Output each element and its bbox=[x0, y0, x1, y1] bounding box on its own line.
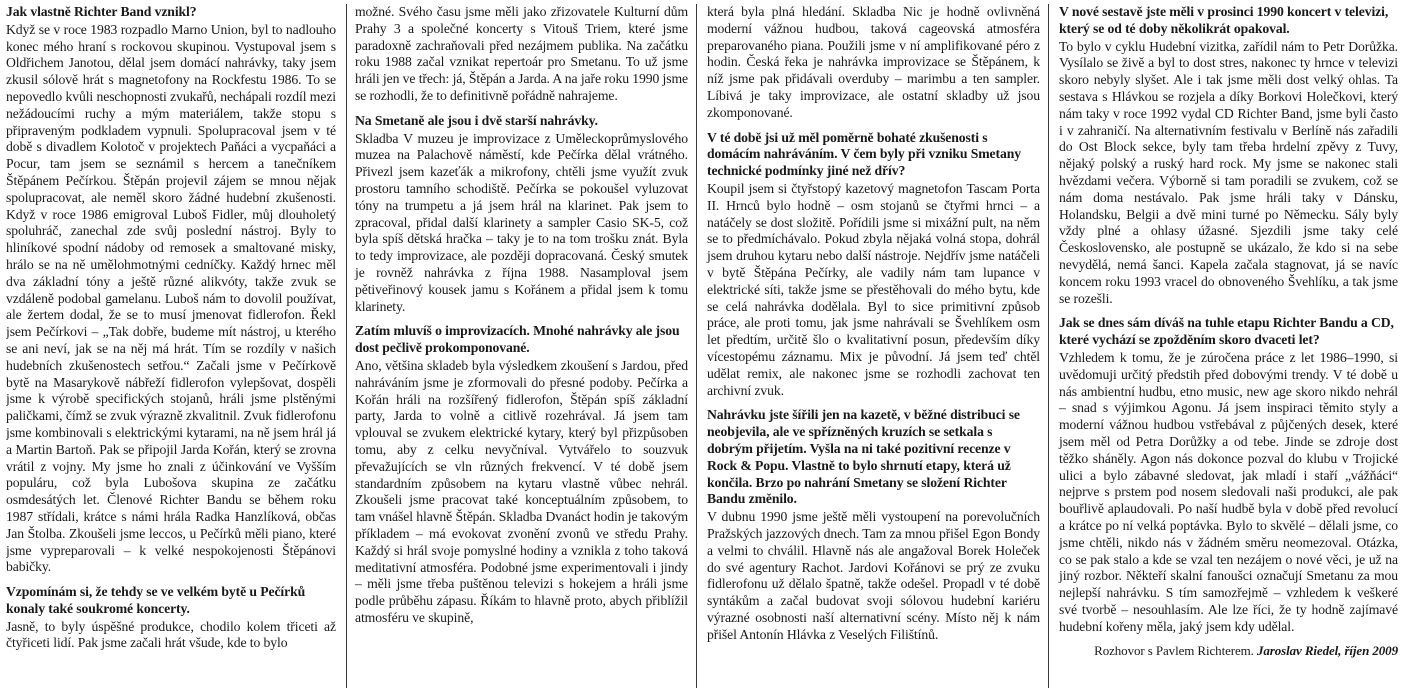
interview-question: Jak vlastně Richter Band vznikl? bbox=[6, 4, 197, 19]
text-column-1 bbox=[6, 4, 346, 688]
interview-answer: To bylo v cyklu Hudební vizitka, zařídil nám to Petr Dorůžka. Vysílalo se živě a byl to dost stres, nakonec ty hrnce v televizi skoro nebyly slyšet. Ale i tak jsme měli dost velký ohlas. Ta sestava s Hlávkou se rozjela a díky Borkovi Holečkovi, který nám taky v roce 1992 vydal CD Richter Band, jsme byli často i v zahraničí. Na alternativním festivalu v Berlíně nás zařadili do Ost Block sekce, byly tam třeba hrdelní zpěvy z Tuvy, nějaký polský a ruský hard rock. My jsme se nakonec stali hvězdami večera. Výborně si tam poradili se zvukem, což se nám doma nestávalo. Pak jsme hráli taky v Dánsku, Holandsku, Belgii a dvě mini turné po Německu. Sály byly vždy plné a ohlasy úžasné. Sjezdili jsme taky celé Československo, ale postupně se ukázalo, že kdo si na sebe nevydělá, nemá šanci. Kapela začala stagnovat, já se navíc koncem roku 1993 vracel do obnoveného Švehlíku, a tak jsme se rozešli. bbox=[1059, 38, 1398, 306]
interview-answer: Koupil jsem si čtyřstopý kazetový magnetofon Tascam Porta II. Hrnců bylo hodně – osm stojanů se čtyřmi hrnci – a natáčely se dost složitě. Pořídili jsme si mixážní pult, na něm se to předmíchávalo. Pokud zbyla nějaká volná stopa, dohrál jsem druhou kytaru nebo další nástroje. Nejdřív jsme natáčeli v bytě Štěpána Pečírky, ale vadily nám tam lupance v elektrické síti, takže jsme se přestěhovali do mého bytu, kde se celá nahrávka dodělala. Byl to sice primitivní způsob práce, ale proti tomu, jak jsme nahrávali se Švehlíkem osm let předtím, určitě šlo o kvalitativní posun, především díky vícestopému záznamu. Mix je původní. Já jsem teď chtěl udělat remix, ale nakonec jsme se rozhodli zachovat ten archivní zvuk. bbox=[707, 180, 1040, 398]
credit-author: Jaroslav Riedel, říjen 2009 bbox=[1256, 643, 1398, 659]
interview-question: Vzpomínám si, že tehdy se ve velkém bytě u Pečírků konaly také soukromé koncerty. bbox=[6, 584, 306, 616]
interview-question: Na Smetaně ale jsou i dvě starší nahrávky. bbox=[355, 112, 598, 128]
interview-answer: Jasně, to byly úspěšné produkce, chodilo kolem třiceti až čtyřiceti lidí. Pak jsme začali hrát všude, kde to bylo bbox=[6, 618, 336, 651]
interview-question: V té době jsi už měl poměrně bohaté zkušenosti s domácím nahráváním. V čem byly při vzniku Smetany technické podmínky jiné než dřív? bbox=[707, 129, 1021, 179]
interview-answer: V dubnu 1990 jsme ještě měli vystoupení na porevolučních Pražských jazzových dnech. Tam za mnou přišel Egon Bondy a velmi to chválil. Hlavně nás ale angažoval Borek Holeček do své agentury Rachot. Jardovi Kořánovi se prý ze zvuku fidlerofonu už dělalo špatně, takže odešel. Propadl v té době syntákům a začal budovat svoji sólovou hudební kariéru výrazné osobnosti naší alternativní scény. Místo něj k nám přišel Antonín Hlávka z Veselých Filištínů. bbox=[707, 509, 1040, 642]
interview-credit bbox=[1059, 643, 1398, 660]
interview-question: V nové sestavě jste měli v prosinci 1990 koncert v televizi, který se od té doby několikrát opakoval. bbox=[1059, 4, 1389, 36]
interview-question: Jak se dnes sám díváš na tuhle etapu Richter Bandu a CD, které vychází se zpožděním skoro dvaceti let? bbox=[1059, 315, 1394, 348]
interview-answer: možné. Svého času jsme měli jako zřizovatele Kulturní dům Prahy 3 a společné koncerty s Vitouš Triem, které jsme paradoxně zachraňovali před nezájmem publika. Na začátku roku 1988 začal vznikat repertoár pro Smetanu. To už jsme hráli jen ve třech: já, Štěpán a Jarda. A na jaře roku 1990 jsme se rozhodli, že to definitivně pořádně nahrajeme. bbox=[355, 4, 689, 103]
interview-question: Nahrávku jste šířili jen na kazetě, v běžné distribuci se neobjevila, ale ve spřízněných kruzích se setkala s dobrým přijetím. Vyšla na ni také pozitivní recenze v Rock & Popu. Vlastně to bylo shrnutí etapy, která už končila. Brzo po nahrání Smetany se složení Richter Bandu změnilo. bbox=[707, 407, 1020, 507]
interview-question: Zatím mluvíš o improvizacích. Mnohé nahrávky ale jsou dost pečlivě prokomponované. bbox=[355, 323, 680, 356]
interview-answer: Skladba V muzeu je improvizace z Uměleckoprůmyslového muzea na Palachově náměstí, kde Pečírka dělal vrátného. Přivezl jsem kazeťák a mikrofony, chtěli jsme využít zvuk prostoru tamního schodiště. Pečírka se pokoušel vyluzovat tóny na trumpetu a já jsem hrál na klarinet. Pak jsem to zpracoval, přidal další klarinety a sampler Casio SK-5, což byla spíš dětská hračka – taky je to na tom trošku znát. Byla to tedy improvizace, ale později dopracovaná. Český smutek je rovněž nahrávka z října 1988. Nasamploval jsem pětiveřinový kousek jamu s Kořánem a přidal jsem k tomu klarinety. bbox=[355, 130, 688, 314]
interview-answer: která byla plná hledání. Skladba Nic je hodně ovlivněná moderní vážnou hudbou, taková cageovská atmosféra preparovaného piana. Použili jsme v ní amplifikované péro z hodin. Česká řeka je nahrávka improvizace se Štěpánem, k níž jsme pak přidávali overduby – marimbu a ten sampler. Líbivá je taky improvizace, ale ostatní skladby už jsou zkomponované. bbox=[707, 4, 1040, 120]
text-column-4 bbox=[1048, 4, 1398, 688]
interview-answer: Ano, většina skladeb byla výsledkem zkoušení s Jardou, před nahráváním jsme je zformovali do přesné podoby. Pečírka a Kořán hráli na rozšířený fidlerofon, Štěpán spíš základní party, Jarda to volně a citlivě rozehrával. Já jsem tam vplouval se zvukem elektrické kytary, který byl přizpůsoben tomu, aby z celku nevyčníval. Vytvářelo to souzvuk převažujících se vln různých frekvencí. V té době jsem standardním způsobem na kytaru vlastně vůbec nehrál. Zkoušeli jsme pracovat také konceptuálním způsobem, to tam vnášel hlavně Štěpán. Skladba Dvanáct hodin je takovým příkladem – má evokovat zvonění zvonů ve středu Prahy. Každý si hrál svoje pomyslné hodiny a vznikla z toho taková meditativní atmosféra. Podobné jsme experimentovali i jindy – měli jsme třeba puštěnou televizi s hokejem a hráli jsme podle průběhu zápasu. Říkám to hlavně proto, abych přiblížil atmosféru ve skupině, bbox=[355, 357, 688, 625]
text-column-2 bbox=[346, 4, 696, 688]
text-column-3 bbox=[696, 4, 1048, 688]
interview-answer: Vzhledem k tomu, že je zúročena práce z let 1986–1990, si uvědomuji určitý předstih před dobovými trendy. V té době u nás ambientní hudbu, etno music, new age skoro nikdo nehrál – snad s výjimkou Agonu. Já jsem inspiraci těmito styly a moderní vážnou hudbou vstřebával z půjčených desek, které jsem měl od Petra Dorůžky a od tebe. Jinde se zdroje dost těžko sháněly. Agon nás dokonce pozval do klubu v Trojické ulici a bylo zábavné sledovat, jak mladí i staří „vážňáci“ nejprve s prstem pod nosem sledovali naši produkci, ale pak bouřlivě aplaudovali. Po naší hudbě byla v době před revolucí a krátce po ní velká poptávka. Bylo to skvělé – dělali jsme, co jsme chtěli, nikdo nás v žádném směru neomezoval. Otázka, co se pak stalo a kde se vzal ten nezájem o nové věci, je už na jiný rozbor. Někteří skalní fanoušci označují Smetanu za mou nejlepší nahrávku. S tím samozřejmě – vzhledem k veškeré své tvorbě – nesouhlasím. Ale lze říci, že ty hodně zajímavé hudební kořeny měla, jaký jsem kdy udělal. bbox=[1059, 349, 1398, 634]
interview-answer: Když se v roce 1983 rozpadlo Marno Union, byl to nadlouho konec mého hraní s rockovou skupinou. Vystupoval jsem s Oldřichem Janotou, dělal jsem domácí nahrávky, taky jsem zkusil sólově hrát s magnetofony na Rockfestu 1986. To se nepovedlo kvůli neschopnosti zvukařů, nechápali rozdíl mezi nežádoucími ruchy a mým materiálem, takže stopu s připraveným podkladem vypnuli. Spolupracoval jsem v té době s divadlem Kolotoč v projektech Paňáci a vycpaňáci a Pocur, tam jsem se seznámil s hercem a tanečníkem Štěpánem Pečírkou. Štěpán projevil zájem se mnou nějak spolupracovat, ale neměl skoro žádné hudební zkušenosti. Když v roce 1986 emigroval Luboš Fidler, můj dlouholetý spoluhráč, zanechal zde svůj poslední nástroj. Byly to hliníkové spodní nádoby od remosek a smaltované misky, hrálo se na ně umělohmotnými cedníčky. Každý hrnec měl dva základní tóny a ještě různé alikvóty, takže zvuk se vzdáleně podobal gamelanu. Luboš nám to dovolil používat, ale žertem dodal, že se to musí jmenovat fidlerofon. Řekl jsem Pečírkovi – „Tak dobře, budeme mít nástroj, u kterého se ani neví, jak se na něj má hrát. Tím se rozdíly v našich hudebních zkušenostech setřou.“ Začali jsme v Pečírkově bytě na Masarykově nábřeží fidlerofon vylepšovat, dospěli jsme k výrobě specifických stojanů, hráli jsme plstěnými paličkami, čímž se zvuk výrazně zkvalitnil. Zvuk fidlerofonu jsme kombinovali s elektrickými kytarami, na ně jsem hrál já a Martin Bartoň. Pak se připojil Jarda Kořán, který se zrovna vrátil z vojny. My jsme ho znali z účinkování ve Vyšším populáru, což byla Lubošova skupina ze začátku osmdesátých let. Členové Richter Bandu se během roku 1987 střídali, krátce s námi hrála Radka Hanzlíková, občas Jan Štolba. Zkoušeli jsme leccos, u Pečírků měli piano, které jsme vypreparovali – k velké nespokojenosti Štěpánovi babičky. bbox=[6, 21, 336, 575]
credit-prefix: Rozhovor s Pavlem Richterem. bbox=[1094, 643, 1257, 659]
